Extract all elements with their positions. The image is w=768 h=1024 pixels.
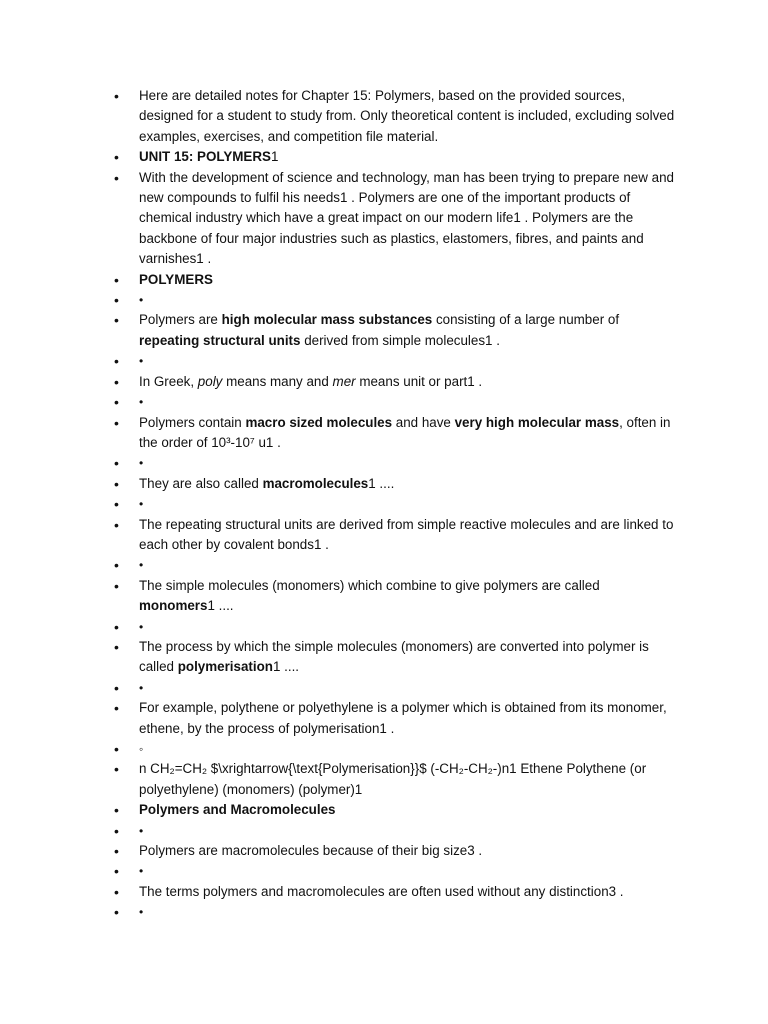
section-heading bbox=[0, 270, 768, 290]
text-run: polymerisation bbox=[177, 659, 273, 675]
list-item bbox=[0, 168, 768, 270]
nested-bullet-glyph: • bbox=[139, 558, 144, 573]
text-run: They are also called bbox=[139, 475, 263, 491]
empty-bullet-item bbox=[0, 902, 768, 922]
nested-bullet-glyph: • bbox=[139, 619, 144, 634]
nested-bullet-glyph: • bbox=[139, 823, 144, 838]
text-run: and have bbox=[392, 414, 455, 430]
nested-bullet-glyph: • bbox=[139, 456, 144, 471]
bullet-icon: • bbox=[114, 394, 119, 411]
text-run: Polymers contain bbox=[139, 414, 246, 430]
empty-bullet-item bbox=[0, 821, 768, 841]
bullet-icon: • bbox=[114, 149, 119, 166]
bullet-icon: • bbox=[114, 679, 119, 696]
text-run: consisting of a large number of bbox=[432, 312, 620, 328]
bullet-icon: • bbox=[114, 700, 119, 717]
text-run: derived from simple molecules1 . bbox=[300, 332, 500, 348]
bullet-icon: • bbox=[114, 414, 119, 431]
bullet-icon: • bbox=[114, 577, 119, 594]
nested-bullet-glyph: • bbox=[139, 293, 144, 308]
empty-bullet-item bbox=[0, 392, 768, 412]
bullet-icon: • bbox=[114, 822, 119, 839]
bullet-icon: • bbox=[114, 843, 119, 860]
text-run: Polymers are bbox=[139, 312, 222, 328]
bullet-icon: • bbox=[114, 455, 119, 472]
empty-bullet-item bbox=[0, 861, 768, 881]
bullet-icon: • bbox=[114, 353, 119, 370]
notes-list bbox=[0, 86, 768, 923]
text-run: monomers bbox=[139, 598, 208, 614]
text-run: Polymers are macromolecules because of their big size3 . bbox=[139, 843, 483, 859]
text-run: 1 .... bbox=[207, 598, 234, 614]
text-run: UNIT 15: POLYMERS bbox=[139, 149, 271, 165]
nested-bullet-glyph: • bbox=[139, 864, 144, 879]
list-item bbox=[0, 841, 768, 861]
nested-bullet-glyph: • bbox=[139, 680, 144, 695]
nested-bullet-glyph: • bbox=[139, 395, 144, 410]
text-run: , often in the order of 10³-10⁷ u1 . bbox=[139, 414, 671, 450]
list-item bbox=[0, 759, 768, 800]
text-run: In Greek, bbox=[139, 373, 198, 389]
section-heading bbox=[0, 800, 768, 820]
list-item bbox=[0, 576, 768, 617]
text-run: Polymers and Macromolecules bbox=[139, 802, 336, 818]
empty-bullet-item bbox=[0, 453, 768, 473]
list-item bbox=[0, 474, 768, 494]
bullet-icon: • bbox=[114, 88, 119, 104]
text-run: n CH₂=CH₂ $\xrightarrow{\text{Polymerisation}}$ (-CH₂-CH₂-)n1 Ethene Polythene (or polyethylene) (monomers) (polymer)1 bbox=[139, 761, 647, 797]
bullet-icon: • bbox=[114, 761, 119, 778]
list-item bbox=[0, 372, 768, 392]
list-item bbox=[0, 310, 768, 351]
text-run: repeating structural units bbox=[139, 332, 301, 348]
bullet-icon: • bbox=[114, 475, 119, 492]
text-run: high molecular mass substances bbox=[221, 312, 433, 328]
text-run: The repeating structural units are derived from simple reactive molecules and are linked to each other by covalent bonds1 . bbox=[139, 516, 674, 552]
bullet-icon: • bbox=[114, 638, 119, 655]
text-run: means many and bbox=[222, 373, 333, 389]
text-run: very high molecular mass bbox=[454, 414, 620, 430]
text-run: 1 bbox=[270, 149, 279, 165]
text-run: 1 .... bbox=[368, 475, 395, 491]
nested-bullet-glyph: • bbox=[139, 497, 144, 512]
document-page bbox=[0, 86, 768, 923]
text-run: 1 .... bbox=[272, 659, 300, 675]
list-item bbox=[0, 413, 768, 454]
bullet-icon: • bbox=[114, 618, 119, 635]
text-run: The process by which the simple molecules (monomers) are converted into polymer is called bbox=[139, 638, 649, 675]
text-run: For example, polythene or polyethylene is a polymer which is obtained from its monomer, ethene, by the process of polymerisation1 . bbox=[139, 700, 667, 736]
bullet-icon: • bbox=[114, 741, 119, 757]
bullet-icon: • bbox=[114, 271, 119, 288]
bullet-icon: • bbox=[114, 904, 119, 921]
empty-bullet-item bbox=[0, 678, 768, 698]
empty-bullet-item bbox=[0, 290, 768, 310]
empty-bullet-item bbox=[0, 351, 768, 371]
bullet-icon: • bbox=[114, 169, 119, 186]
text-run: Here are detailed notes for Chapter 15: Polymers, based on the provided sources, designed for a student to study from. Only theoretical content is included, excluding solved examples, exercises, and competition file material. bbox=[139, 88, 675, 144]
bullet-icon: • bbox=[114, 373, 119, 390]
bullet-icon: • bbox=[114, 802, 119, 819]
text-run: poly bbox=[197, 373, 223, 389]
text-run: mer bbox=[332, 373, 356, 389]
list-item bbox=[0, 637, 768, 678]
section-heading bbox=[0, 147, 768, 167]
text-run: means unit or part1 . bbox=[355, 373, 483, 389]
text-run: POLYMERS bbox=[139, 271, 213, 287]
empty-bullet-item bbox=[0, 617, 768, 637]
list-item bbox=[0, 698, 768, 739]
nested-bullet-glyph: ◦ bbox=[139, 742, 144, 756]
bullet-icon: • bbox=[114, 516, 119, 533]
nested-bullet-glyph: • bbox=[139, 354, 144, 369]
empty-bullet-item bbox=[0, 494, 768, 514]
list-item bbox=[0, 515, 768, 556]
empty-bullet-item bbox=[0, 555, 768, 575]
empty-bullet-item bbox=[0, 739, 768, 759]
list-item bbox=[0, 882, 768, 902]
text-run: macro sized molecules bbox=[245, 414, 393, 430]
text-run: The simple molecules (monomers) which combine to give polymers are called bbox=[139, 577, 600, 593]
bullet-icon: • bbox=[114, 496, 119, 513]
text-run: macromolecules bbox=[262, 475, 369, 491]
bullet-icon: • bbox=[114, 883, 119, 900]
bullet-icon: • bbox=[114, 863, 119, 880]
bullet-icon: • bbox=[114, 292, 119, 309]
nested-bullet-glyph: • bbox=[139, 905, 144, 920]
text-run: With the development of science and technology, man has been trying to prepare new and new compounds to fulfil his needs1 . Polymers are one of the important products of chemical industry which have a great impact on our modern life1 . Polymers are the backbone of four major industries such as plastics, elastomers, fibres, and paints and varnishes1 . bbox=[139, 169, 674, 267]
bullet-icon: • bbox=[114, 557, 119, 574]
list-item bbox=[0, 86, 768, 147]
text-run: The terms polymers and macromolecules are often used without any distinction3 . bbox=[139, 883, 624, 899]
bullet-icon: • bbox=[114, 312, 119, 329]
